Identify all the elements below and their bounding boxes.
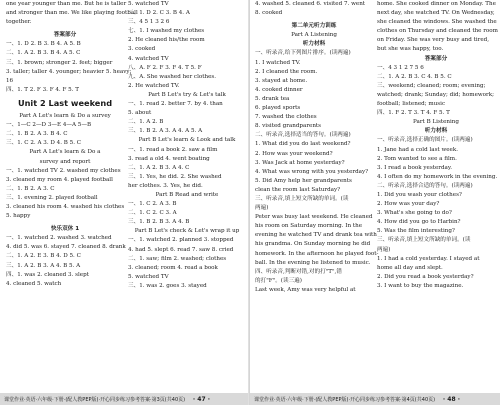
text-line: 一、1. D 2. B 3. B 4. A 5. B [6, 41, 81, 48]
page-number: · 48 · [442, 395, 460, 403]
section-heading: 听力材料 [424, 128, 448, 135]
text-line: 二、1. D 2. C 3. B 4. A [128, 10, 190, 17]
section-heading: 答案部分 [53, 32, 77, 39]
text-line: 一、听录音,给下列图片排序。(读两遍) [255, 50, 351, 57]
text-line: 5. Was the film interesting? [377, 228, 455, 235]
text-line: but she was happy, too. [377, 46, 444, 53]
text-line: together. [6, 19, 32, 26]
text-line: 4. had 5. slept 6. read 7. saw 8. cried [128, 246, 234, 253]
part-heading: Part B Let's learn & Look and talk [138, 137, 236, 144]
text-line: 4. What was wrong with you yesterday? [255, 168, 369, 175]
section-heading: 答案部分 [424, 55, 448, 62]
text-line: 3. What's she going to do? [377, 210, 452, 217]
text-line: 3. I want to buy the magazine. [377, 282, 464, 289]
text-line: 4. did 5. was 6. stayed 7. cleaned 8. drank [6, 244, 126, 251]
text-line: 八、A. F 2. F 3. F 4. T 5. F [128, 64, 202, 71]
text-line: 两遍) [377, 246, 391, 253]
text-line: 2. He watched TV. [128, 82, 180, 89]
text-line: 4. How did you go to Harbin? [377, 219, 461, 226]
part-heading: Part A Listening [291, 32, 337, 39]
text-line: 二、1. A 2. B 3. C 4. B 5. C [377, 73, 452, 80]
footer-text: 课堂作业·英语·六年级·下册·(配人教PEP版)·开心同步练习参考答案·第4页(共40页) [254, 397, 436, 403]
section-heading: 快乐双休 1 [50, 226, 80, 233]
part-heading: Part B Let's try & Let's talk [148, 91, 226, 98]
text-line: 三、1. A 2. B 3. A 4. B 5. A [6, 262, 81, 269]
text-line: 四、1. was 2. cleaned 3. slept [6, 271, 89, 278]
text-line: 一、4 3 1 2 7 5 6 [377, 64, 424, 71]
text-line: 2. How was your weekend? [255, 150, 333, 157]
page-number: · 47 · [192, 395, 210, 403]
text-line: 8. cooked [255, 10, 283, 17]
text-line: 七、1. I washed my clothes [128, 28, 205, 35]
text-line: her clothes. 3. Yes, he did. [128, 182, 203, 189]
text-line: Last week, Amy was very helpful at [255, 286, 356, 293]
text-line: 四、听录音,判断对错,对的打"T",错 [255, 268, 342, 275]
text-line: and stronger than me. We like playing football [6, 10, 138, 17]
text-line: 一、1—C 2—D 3—E 4—A 5—B [6, 122, 92, 129]
text-line: 三、1. evening 2. played football [6, 194, 98, 201]
text-line: 一、听录音,选择正确的图片。(读两遍) [377, 137, 473, 144]
text-line: 3. cleaned my room 4. played football [6, 176, 113, 183]
text-line: 二、1. C 2. C 3. A [128, 210, 177, 217]
part-heading: survey and report [39, 158, 91, 165]
section-heading: 第二单元听力训练 [291, 23, 337, 30]
text-line: 一、1. watched TV 2. washed my clothes [6, 167, 121, 174]
part-heading: Part A Let's learn & Do a [29, 149, 101, 156]
text-line: 三、1. B 2. A 3. A 4. A 5. A [128, 128, 203, 135]
text-line: 4. cooked dinner [255, 86, 303, 93]
text-line: 1. Did you wash your clothes? [377, 191, 462, 198]
text-line: his room on Saturday morning. In the [255, 223, 363, 230]
text-line: 两遍) [255, 205, 269, 212]
part-heading: Part B Listening [413, 119, 459, 126]
text-line: she cleaned the windows. She washed the [377, 19, 497, 26]
part-heading: Part B Read and write [155, 191, 219, 198]
text-line: 4. cleaned 5. watch [6, 280, 62, 287]
text-line: 6. played sports [255, 105, 301, 112]
text-line: 7. washed the clothes [255, 114, 317, 121]
text-line: home. She cooked dinner on Monday. The [377, 1, 496, 7]
text-line: ball. In the evening he listened to music. [255, 259, 371, 266]
text-line: 3. I read a book yesterday. [377, 164, 453, 171]
left-page-footer [0, 393, 250, 405]
text-line: 二、1. A 2. B [128, 119, 164, 126]
text-line: Peter was busy last weekend. He cleaned [255, 214, 373, 221]
text-line: 2. How was your day? [377, 201, 440, 208]
text-line: 四、1. F 2. T 3. T 4. F 5. T [377, 110, 450, 117]
text-line: homework. In the afternoon he played foot- [255, 250, 379, 257]
text-line: 2. He cleaned his/the room [128, 37, 205, 44]
text-line: clothes on Thursday and cleaned the room [377, 28, 498, 35]
text-line: 三、1. C 2. A 3. D 4. B 5. C [6, 140, 82, 147]
text-line: 四、1. T 2. F 3. F 4. F 5. T [6, 86, 79, 93]
text-line: 三、1. B 2. B 3. A 4. B [128, 219, 190, 226]
right-page [250, 0, 500, 405]
right-page-column-1 [255, 0, 379, 295]
text-line: 三、1. Yes, he did. 2. She washed [128, 173, 222, 180]
left-page-column-2 [128, 0, 246, 291]
text-line: 16 [6, 77, 14, 84]
text-line: 二、听录音,选择适当的答句。(读两遍) [255, 132, 351, 139]
text-line: 3. cooked [128, 46, 156, 53]
text-line: 8. visited grandparents [255, 123, 322, 130]
text-line: 1. I watched TV. [255, 59, 301, 66]
unit-heading: Unit 2 Last weekend [17, 97, 113, 108]
text-line: 二、1. A 2. B 3. A 4. C [128, 164, 190, 171]
text-line: 九、A. She washed her clothes. [128, 73, 217, 80]
text-line: 4. watched TV [128, 55, 169, 62]
right-page-footer [250, 393, 500, 405]
text-line: 的打"F"。(读三遍) [255, 277, 302, 284]
text-line: 5. about [128, 110, 152, 117]
text-line: 三、听录音,填上短文所缺的单词。(读 [377, 237, 471, 244]
text-line: 5. Did Amy help her grandparents [255, 177, 352, 184]
text-line: 三、1. brown; stronger 2. feet; bigger [6, 59, 113, 66]
text-line: 3. cleaned; room 4. read a book [128, 264, 218, 271]
left-page-column-1 [6, 0, 138, 289]
text-line: next day, she watched TV. On Wednesday, [377, 10, 495, 17]
section-heading: 听力材料 [302, 41, 326, 48]
text-line: 一、1. C 2. A 3. B [128, 201, 177, 208]
text-line: 二、1. saw; film 2. washed; clothes [128, 255, 227, 262]
text-line: 3. cleaned his room 4. washed his clothes [6, 203, 125, 210]
text-line: clean the room last Saturday? [255, 186, 341, 193]
text-line: 1. I had a cold yesterday. I stayed at [377, 255, 480, 262]
part-heading: Part A Let's learn & Do a survey [19, 113, 111, 120]
text-line: 二、听录音,选择合适的答句。(读两遍) [377, 182, 473, 189]
text-line: 4. I often do my homework in the evening. [377, 173, 498, 180]
footer-text: 课堂作业·英语·六年级·下册·(配人教PEP版)·开心同步练习参考答案·第3页(共40页) [4, 397, 186, 403]
text-line: 1. Jane had a cold last week. [377, 146, 459, 153]
text-line: one year younger than me. But he is taller [6, 1, 127, 7]
text-line: 二、1. A 2. E 3. B 4. D 5. C [6, 253, 81, 260]
text-line: 4. washed 5. cleaned 6. visited 7. went [255, 1, 366, 7]
text-line: 5. happy [6, 213, 31, 220]
text-line: 一、1. read a book 2. saw a film [128, 146, 218, 153]
text-line: watched; drank; Sunday; did; homework; [377, 91, 494, 98]
text-line: 三、4 5 1 3 2 6 [128, 19, 170, 26]
part-heading: Part B Let's check & Let's wrap it up [134, 228, 240, 235]
text-line: 一、1. read 2. better 7. by 4. than [128, 101, 223, 108]
text-line: 3. stayed at home. [255, 77, 308, 84]
text-line: home all day and slept. [377, 264, 443, 271]
text-line: his grandma. On Sunday morning he did [255, 241, 371, 248]
text-line: 5. drank tea [255, 95, 290, 102]
text-line: 一、1. watched 2. washed 3. watched [6, 235, 112, 242]
text-line: 2. I cleaned the room. [255, 68, 318, 75]
text-line: on Friday. She was very busy and tired, [377, 37, 490, 44]
text-line: 3. read a old 4. went boating [128, 155, 210, 162]
text-line: 三、weekend; cleaned; room; evening; [377, 82, 486, 89]
text-line: 2. Did you read a book yesterday? [377, 273, 474, 280]
text-line: 3. Was Jack at home yesterday? [255, 159, 345, 166]
text-line: 3. taller; taller 4. younger; heavier 5. heavy; [6, 68, 132, 75]
text-line: 5. watched TV [128, 273, 169, 280]
text-line: 二、1. A 2. B 3. B 4. A 5. C [6, 50, 81, 57]
text-line: 三、1. was 2. goes 3. stayed [128, 282, 207, 289]
right-page-column-2 [377, 0, 498, 291]
text-line: 1. What did you do last weekend? [255, 141, 351, 148]
text-line: 二、1. B 2. A 3. B 4. C [6, 131, 68, 138]
text-line: 5. watched TV [128, 1, 169, 7]
text-line: 二、1. B 2. A 3. C [6, 185, 55, 192]
text-line: 一、1. watched 2. planned 3. stopped [128, 237, 234, 244]
text-line: 2. Tom wanted to see a film. [377, 155, 457, 162]
text-line: football; listened; music [377, 101, 446, 108]
text-line: evening he watched TV and drank tea with [255, 232, 377, 239]
text-line: 三、听录音,填上短文所缺的单词。(读 [255, 195, 349, 202]
